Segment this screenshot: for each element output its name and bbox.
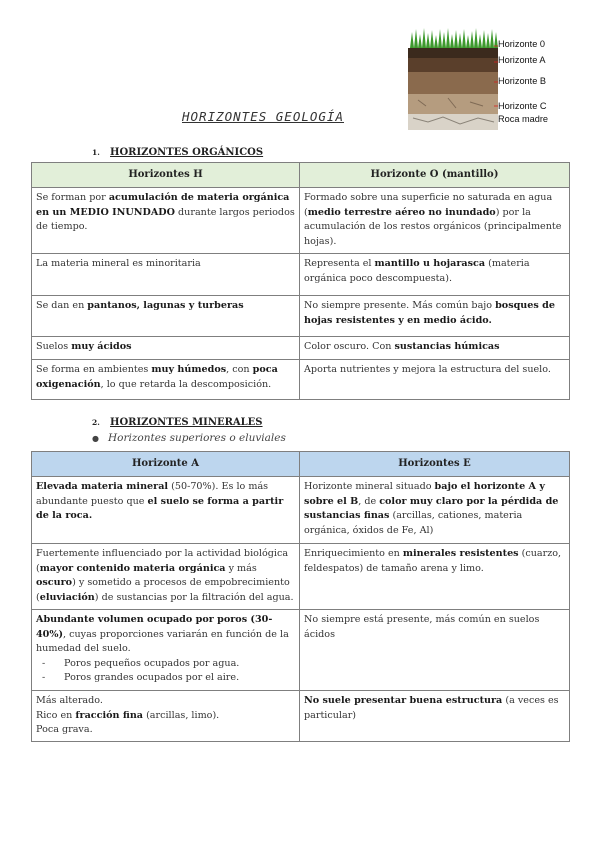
table-row — [32, 188, 570, 254]
bold-text: oscuro — [36, 577, 73, 588]
table-cell: Representa el mantillo u hojarasca (materia orgánica poco descompuesta). — [300, 254, 570, 296]
table-cell: Formado sobre una superficie no saturada en agua (medio terrestre aéreo no inundado) por la acumulación de los restos orgánicos (principalmente hojas). — [300, 188, 570, 254]
table-cell: No siempre está presente, más común en suelos ácidos — [300, 610, 570, 691]
bold-text: medio terrestre aéreo no inundado — [307, 206, 496, 218]
bold-text: el suelo se forma a partir de la roca. — [36, 495, 284, 521]
pores-list — [36, 657, 295, 686]
table-cell: Elevada materia mineral (50-70%). Es lo más abundante puesto que el suelo se forma a partir de la roca. — [32, 477, 300, 544]
bold-text: Abundante volumen ocupado por poros (30-40%) — [36, 614, 273, 640]
legend-horizonte-c: Horizonte C — [498, 101, 547, 111]
bold-text: pantanos, lagunas y turberas — [87, 300, 244, 311]
table-cell: Color oscuro. Con sustancias húmicas — [300, 337, 570, 360]
bold-text: fracción fina — [75, 709, 144, 721]
table-row — [32, 337, 570, 360]
table-cell: Se forman por acumulación de materia orgánica en un MEDIO INUNDADO durante largos periodos de tiempo. — [32, 188, 300, 254]
table-row — [32, 544, 570, 610]
list-item: - Poros pequeños ocupados por agua. — [42, 657, 295, 672]
table-cell: Se dan en pantanos, lagunas y turberas — [32, 296, 300, 337]
table-cell: Abundante volumen ocupado por poros (30-40%), cuyas proporciones variarán en función de la humedad del suelo. - Poros pequeños ocupados por agua. - Poros grandes ocupados por el aire. — [32, 610, 300, 691]
table-row — [32, 296, 570, 337]
table-cell: Aporta nutrientes y mejora la estructura del suelo. — [300, 360, 570, 400]
list-item: - Poros grandes ocupados por el aire. — [42, 671, 295, 686]
table-cell: No siempre presente. Más común bajo bosques de hojas resistentes y en medio ácido. — [300, 296, 570, 337]
table-row — [32, 691, 570, 742]
table-header-cell: Horizontes E — [300, 452, 570, 477]
table-cell: Suelos muy ácidos — [32, 337, 300, 360]
subsection-title: Horizontes superiores o eluviales — [108, 432, 286, 444]
table-header-row — [32, 452, 570, 477]
horizon-a-layer — [408, 58, 498, 72]
bold-text: sustancias húmicas — [394, 341, 500, 352]
bold-text: color muy claro por la pérdida de sustancias finas — [304, 495, 559, 521]
table-row — [32, 610, 570, 691]
bold-text: No suele presentar buena estructura — [304, 695, 503, 706]
bedrock-layer — [408, 114, 498, 130]
bold-text: poca oxigenación — [36, 364, 278, 390]
section-2-heading: 2. HORIZONTES MINERALES — [92, 417, 263, 428]
table-header-cell: Horizonte O (mantillo) — [300, 163, 570, 188]
grass-layer — [410, 28, 498, 48]
table-cell: La materia mineral es minoritaria — [32, 254, 300, 296]
bold-text: bajo el horizonte A y sobre el B — [304, 481, 545, 507]
subsection-bullet — [92, 432, 286, 444]
bold-text: Elevada materia mineral — [36, 481, 169, 492]
horizon-b-layer — [408, 72, 498, 94]
bold-text: mantillo u hojarasca — [374, 258, 486, 269]
table-header-cell: Horizonte A — [32, 452, 300, 477]
bold-text: muy húmedos — [151, 364, 227, 375]
table-cell: Enriquecimiento en minerales resistentes (cuarzo, feldespatos) de tamaño arena y limo. — [300, 544, 570, 610]
organic-horizons-table — [31, 162, 570, 400]
bullet-dot-icon: ● — [92, 434, 99, 443]
table-row — [32, 254, 570, 296]
bold-text: mayor contenido materia orgánica — [39, 562, 226, 574]
table-cell: Horizonte mineral situado bajo el horizonte A y sobre el B, de color muy claro por la pérdida de sustancias finas (arcillas, cationes, materia orgánica, óxidos de Fe, Al) — [300, 477, 570, 544]
bold-text: acumulación de materia orgánica en un MEDIO INUNDADO — [36, 192, 290, 218]
table-row — [32, 477, 570, 544]
page-title: HORIZONTES GEOLOGÍA — [182, 109, 344, 124]
bold-text: bosques de hojas resistentes y en medio ácido. — [304, 300, 555, 326]
section-1-heading: 1. HORIZONTES ORGÁNICOS — [92, 147, 264, 158]
table-header-cell: Horizontes H — [32, 163, 300, 188]
table-cell: Más alterado. Rico en fracción fina (arcillas, limo). Poca grava. — [32, 691, 300, 742]
section-1-title: HORIZONTES ORGÁNICOS — [110, 147, 264, 158]
bold-text: eluviación — [39, 591, 95, 603]
legend-horizonte-a: Horizonte A — [498, 55, 546, 65]
table-cell: Se forma en ambientes muy húmedos, con poca oxigenación, lo que retarda la descomposición. — [32, 360, 300, 400]
mineral-horizons-table — [31, 451, 570, 742]
section-2-title: HORIZONTES MINERALES — [110, 417, 263, 428]
table-header-row — [32, 163, 570, 188]
table-cell: Fuertemente influenciado por la actividad biológica (mayor contenido materia orgánica y más oscuro) y sometido a procesos de empobrecimiento (eluviación) de sustancias por la filtración del agua. — [32, 544, 300, 610]
legend-horizonte-b: Horizonte B — [498, 76, 547, 86]
horizon-o-layer — [408, 48, 498, 58]
table-row — [32, 360, 570, 400]
soil-profile-illustration — [408, 26, 498, 130]
bold-text: minerales resistentes — [402, 548, 519, 559]
bold-text: muy ácidos — [71, 341, 132, 352]
legend-roca-madre: Roca madre — [498, 114, 549, 124]
legend-horizonte-0: Horizonte 0 — [498, 39, 545, 49]
soil-legend — [498, 36, 598, 136]
table-cell: No suele presentar buena estructura (a veces es particular) — [300, 691, 570, 742]
